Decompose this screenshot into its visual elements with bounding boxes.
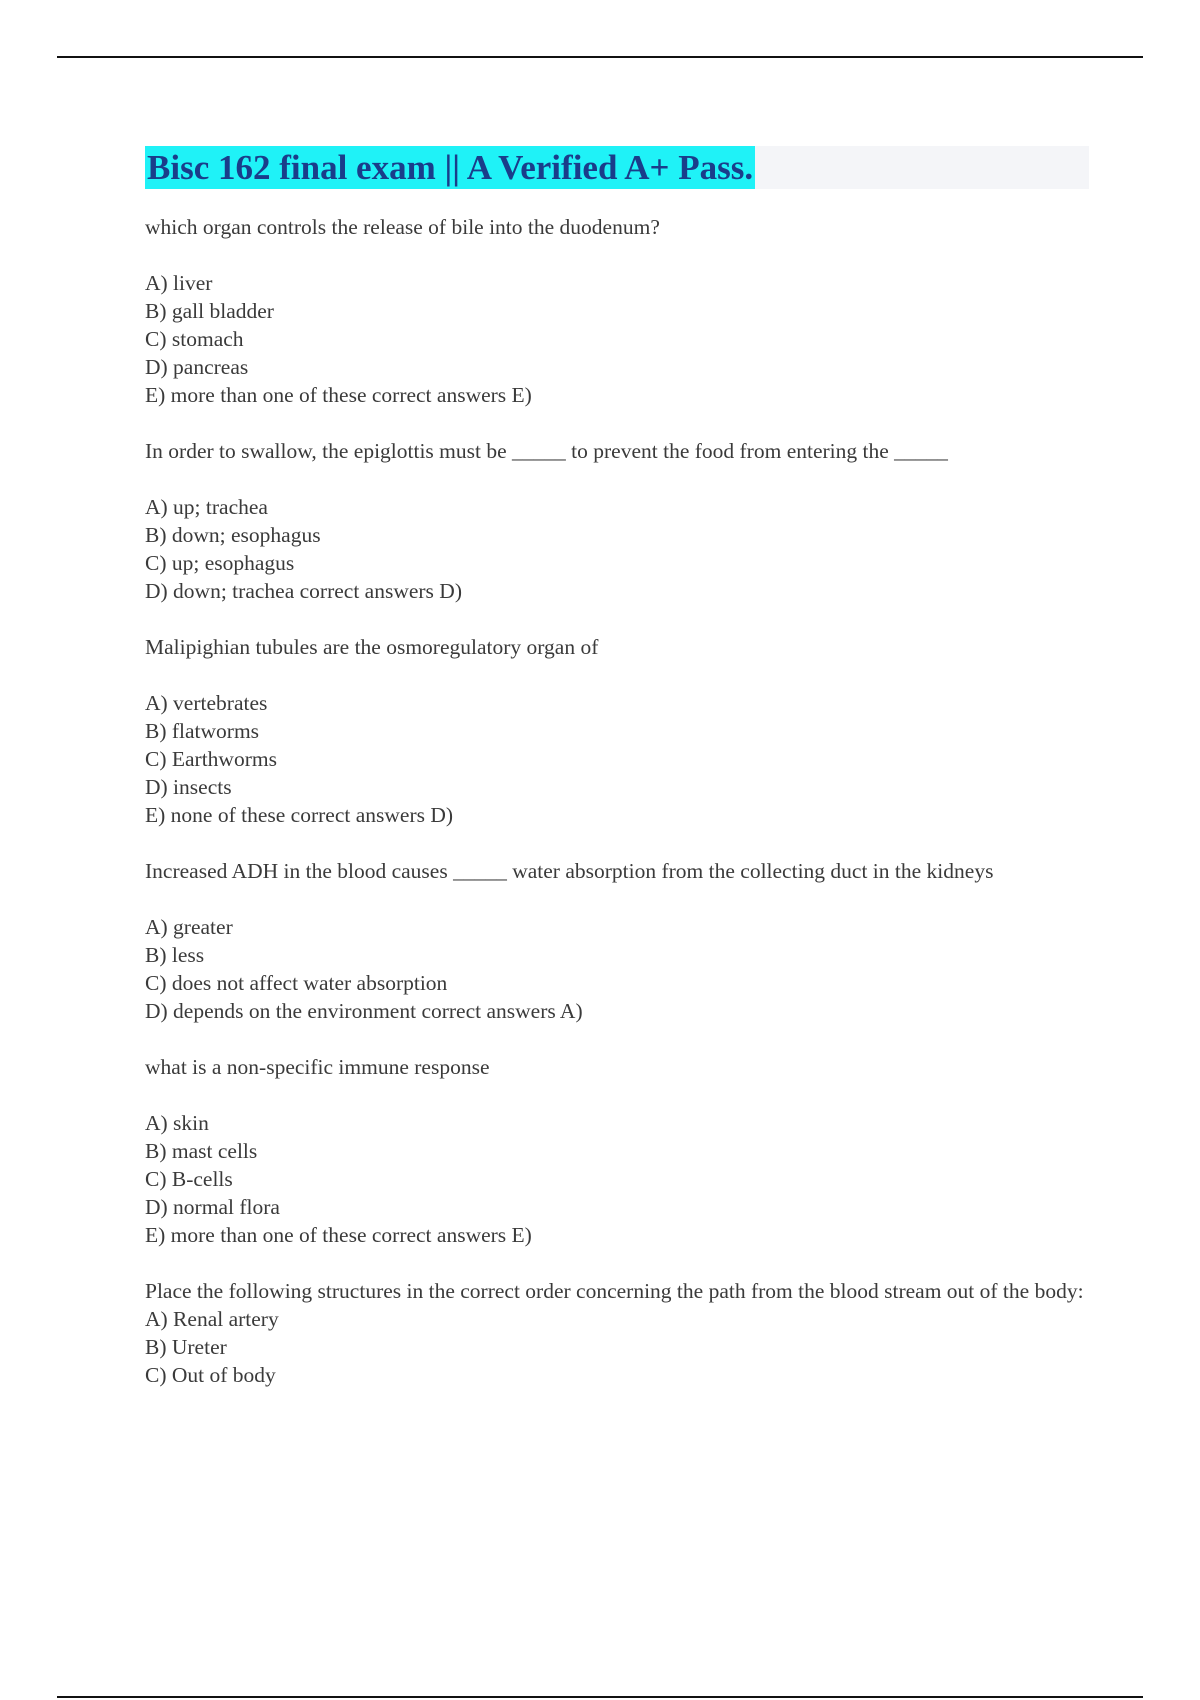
- question-text: Place the following structures in the correct order concerning the path from the blood stream out of the body:: [145, 1279, 1084, 1303]
- exam-content: [145, 213, 1085, 1389]
- answer-option: C) stomach: [145, 327, 244, 351]
- question-block-3: [145, 633, 1085, 829]
- answer-option: D) normal flora: [145, 1195, 280, 1219]
- answer-option: A) vertebrates: [145, 691, 268, 715]
- question-block-4: [145, 857, 1085, 1025]
- answer-option: D) depends on the environment correct answers A): [145, 999, 583, 1023]
- answer-option: B) mast cells: [145, 1139, 258, 1163]
- answer-option: A) greater: [145, 915, 233, 939]
- answer-option: B) less: [145, 943, 205, 967]
- footer-rule: [57, 1696, 1143, 1698]
- answer-option: E) more than one of these correct answers E): [145, 1223, 532, 1247]
- question-text: Increased ADH in the blood causes _____ water absorption from the collecting duct in the kidneys: [145, 859, 994, 883]
- question-block-2: [145, 437, 1085, 605]
- page-title: Bisc 162 final exam || A Verified A+ Pass.: [147, 148, 754, 187]
- question-text: which organ controls the release of bile into the duodenum?: [145, 215, 660, 239]
- answer-option: C) Earthworms: [145, 747, 277, 771]
- question-block-5: [145, 1053, 1085, 1249]
- question-text: In order to swallow, the epiglottis must be _____ to prevent the food from entering the _____: [145, 439, 948, 463]
- question-block-6: [145, 1277, 1085, 1389]
- answer-option: A) liver: [145, 271, 213, 295]
- answer-option: A) Renal artery: [145, 1307, 279, 1331]
- answer-option: A) up; trachea: [145, 495, 268, 519]
- question-text: what is a non-specific immune response: [145, 1055, 490, 1079]
- answer-option: E) more than one of these correct answers E): [145, 383, 532, 407]
- answer-option: A) skin: [145, 1111, 209, 1135]
- answer-option: B) flatworms: [145, 719, 260, 743]
- answer-option: C) B-cells: [145, 1167, 233, 1191]
- answer-option: D) pancreas: [145, 355, 249, 379]
- answer-option: C) up; esophagus: [145, 551, 295, 575]
- answer-option: C) Out of body: [145, 1363, 276, 1387]
- answer-option: B) Ureter: [145, 1335, 227, 1359]
- answer-option: E) none of these correct answers D): [145, 803, 454, 827]
- question-block-1: [145, 213, 1085, 409]
- header-rule: [57, 56, 1143, 58]
- question-text: Malipighian tubules are the osmoregulatory organ of: [145, 635, 599, 659]
- answer-option: B) gall bladder: [145, 299, 274, 323]
- answer-option: C) does not affect water absorption: [145, 971, 448, 995]
- answer-option: D) insects: [145, 775, 232, 799]
- answer-option: D) down; trachea correct answers D): [145, 579, 462, 603]
- answer-option: B) down; esophagus: [145, 523, 321, 547]
